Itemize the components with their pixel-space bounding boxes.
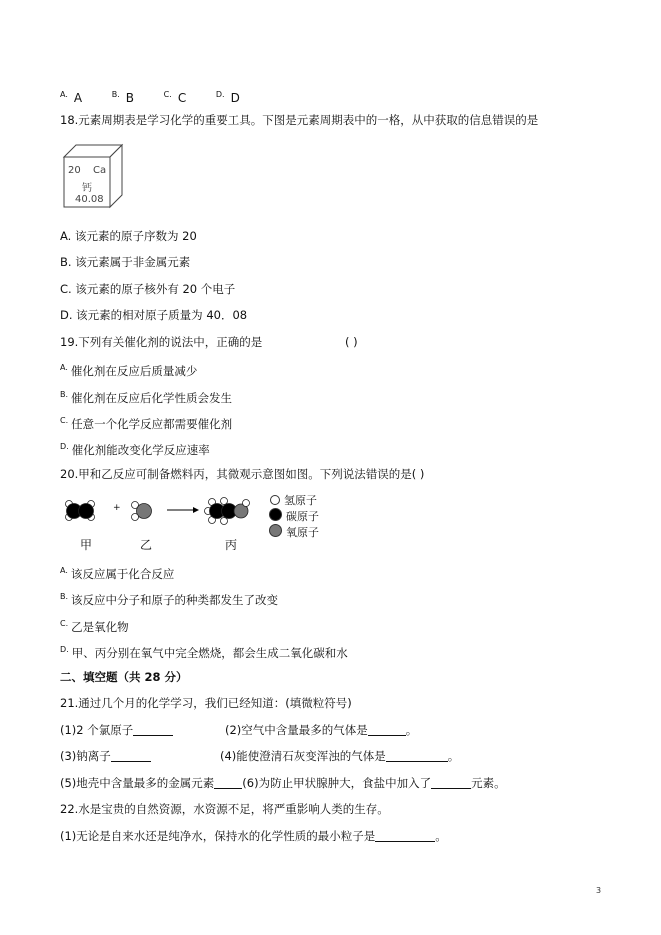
q21-line1: (1)2 个氯原子 (2)空气中含量最多的气体是 。	[60, 723, 418, 737]
q18-option-a: A. 该元素的原子序数为 20	[60, 229, 197, 243]
q19-option-a: $^{A.}$ 催化剂在反应后质量减少	[60, 363, 198, 378]
page-number: 3	[596, 886, 602, 895]
hydrogen-icon	[270, 495, 280, 505]
label-yi: 乙	[140, 538, 153, 552]
q17-option-b: $^{B.}$ B	[111, 90, 135, 105]
q17-options	[60, 87, 252, 106]
q21-line2: (3)钠离子 (4)能使澄清石灰变浑浊的气体是 。	[60, 749, 460, 763]
q18-stem: 18.元素周期表是学习化学的重要工具。下图是元素周期表中的一格，从中获取的信息错误的是	[60, 113, 539, 127]
blank-2[interactable]	[368, 724, 406, 736]
blank-7[interactable]	[375, 830, 435, 842]
label-jia: 甲	[80, 538, 93, 552]
q19-option-d: $^{D.}$ 催化剂能改变化学反应速率	[60, 442, 210, 457]
element-mass: 40.08	[75, 194, 104, 205]
q20-option-c: $^{C.}$ 乙是氧化物	[60, 619, 129, 634]
blank-3[interactable]	[111, 750, 151, 762]
blank-1[interactable]	[133, 724, 173, 736]
oxygen-icon	[269, 524, 282, 537]
q17-option-d: $^{D.}$ D	[215, 90, 240, 105]
q17-option-c: $^{C.}$ C	[163, 90, 187, 105]
molecule-yi	[132, 502, 152, 521]
q19-stem: 19.下列有关催化剂的说法中，正确的是 ( )	[60, 335, 358, 349]
q20-option-b: $^{B.}$ 该反应中分子和原子的种类都发生了改变	[60, 592, 279, 607]
q21-stem: 21.通过几个月的化学学习，我们已经知道：(填微粒符号)	[60, 696, 352, 710]
element-symbol: Ca	[93, 165, 107, 176]
q20-stem: 20.甲和乙反应可制备燃料丙，其微观示意图如图。下列说法错误的是( )	[60, 467, 425, 481]
blank-6[interactable]	[431, 777, 471, 789]
legend-hydrogen: 氢原子	[270, 492, 317, 508]
q19-paren: ( )	[345, 335, 358, 349]
blank-5[interactable]	[214, 777, 242, 789]
q22-stem: 22.水是宝贵的自然资源，水资源不足，将严重影响人类的生存。	[60, 802, 389, 816]
element-cell	[62, 143, 124, 209]
element-number: 20	[68, 165, 81, 176]
q20-option-d: $^{D.}$ 甲、丙分别在氧气中完全燃烧，都会生成二氧化碳和水	[60, 645, 348, 660]
section-title: 二、填空题（共 28 分）	[60, 670, 188, 684]
blank-4[interactable]	[386, 750, 448, 762]
carbon-icon	[269, 508, 282, 521]
molecule-bing	[205, 498, 250, 525]
q21-line3: (5)地壳中含量最多的金属元素 (6)为防止甲状腺肿大，食盐中加入了 元素。	[60, 776, 506, 790]
q19-option-c: $^{C.}$ 任意一个化学反应都需要催化剂	[60, 416, 233, 431]
q19-option-b: $^{B.}$ 催化剂在反应后化学性质会发生	[60, 390, 233, 405]
element-name: 钙	[82, 183, 92, 194]
reaction-diagram	[60, 490, 270, 530]
label-bing: 丙	[225, 538, 238, 552]
q17-option-a: $^{A.}$ A	[60, 90, 83, 105]
q22-line1: (1)无论是自来水还是纯净水，保持水的化学性质的最小粒子是 。	[60, 829, 447, 843]
molecule-jia	[66, 501, 95, 521]
plus-sign: +	[113, 503, 121, 513]
q20-option-a: $^{A.}$ 该反应属于化合反应	[60, 566, 175, 581]
q18-option-c: C. 该元素的原子核外有 20 个电子	[60, 282, 236, 296]
q18-option-b: B. 该元素属于非金属元素	[60, 255, 191, 269]
legend-carbon: 碳原子	[270, 508, 319, 524]
q18-option-d: D. 该元素的相对原子质量为 40．08	[60, 308, 248, 322]
legend-oxygen: 氧原子	[270, 524, 319, 540]
reaction-arrow	[167, 507, 199, 513]
